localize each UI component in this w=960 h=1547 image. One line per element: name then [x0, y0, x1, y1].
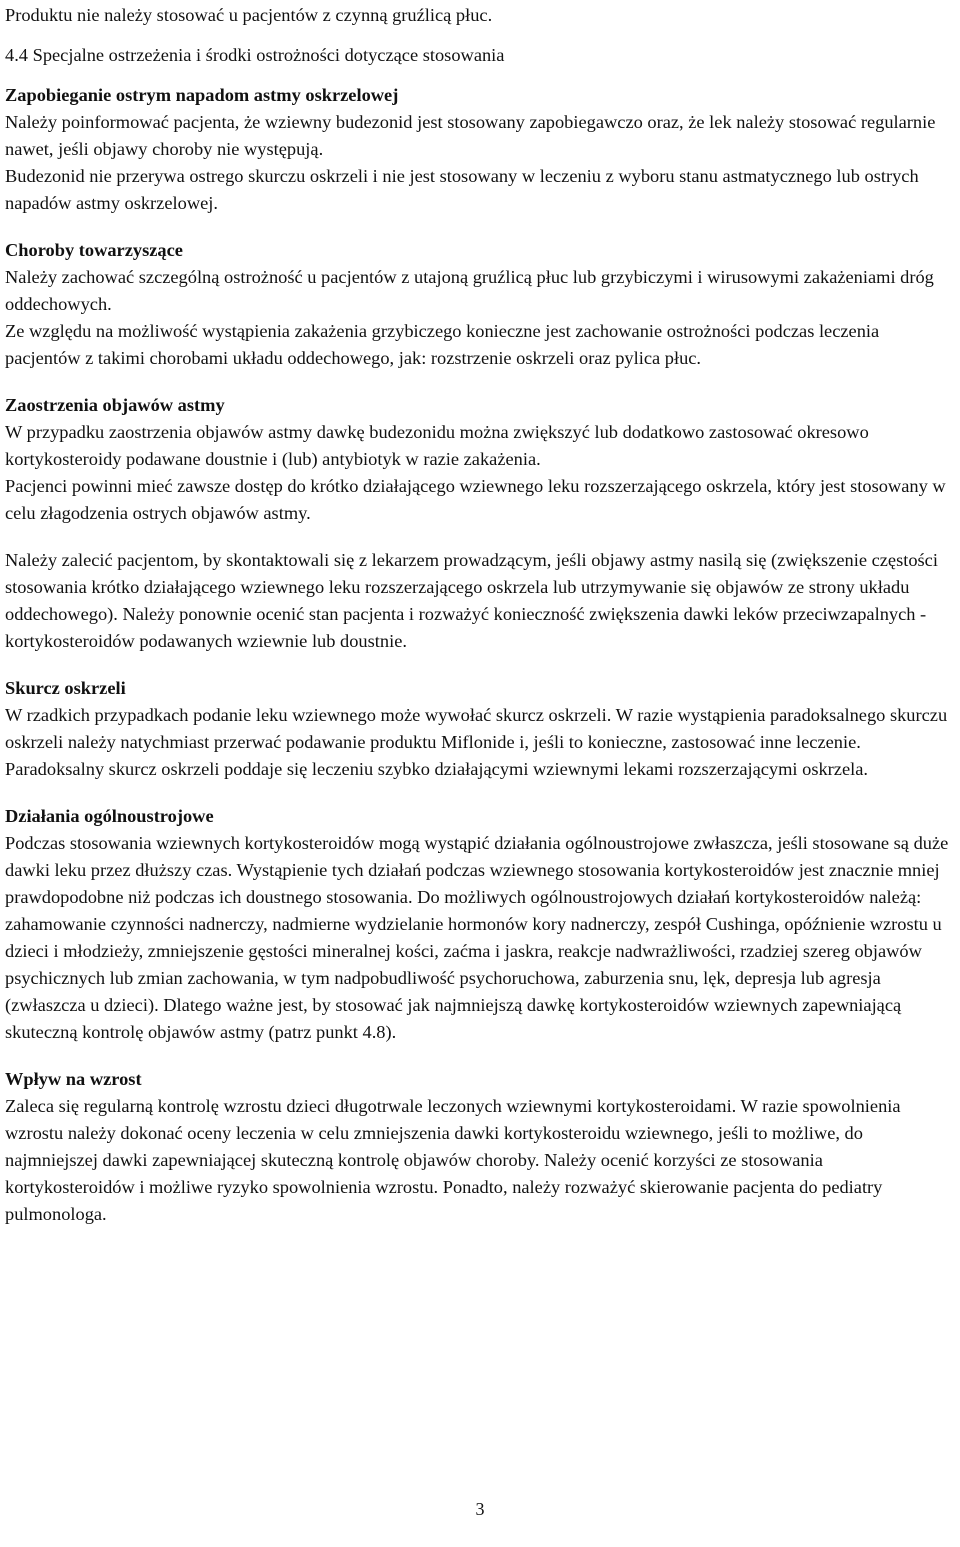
heading-asthma-exacerbation: Zaostrzenia objawów astmy [5, 395, 225, 415]
heading-growth: Wpływ na wzrost [5, 1069, 142, 1089]
heading-systemic-effects: Działania ogólnoustrojowe [5, 806, 214, 826]
paragraph-bronchospasm-1: W rzadkich przypadkach podanie leku wziewnego może wywołać skurcz oskrzeli. W razie wystąpienia paradoksalnego skurczu oskrzeli należy natychmiast przerwać podawanie produktu Miflonide i, jeśli to konieczne, zastosować inne leczenie. Paradoksalny skurcz oskrzeli poddaje się leczeniu szybko działającymi wziewnymi lekami rozszerzającymi oskrzela. [5, 705, 948, 779]
paragraph-systemic-effects-1: Podczas stosowania wziewnych kortykosteroidów mogą wystąpić działania ogólnoustrojowe zwłaszcza, jeśli stosowane są duże dawki leku przez dłuższy czas. Wystąpienie tych działań podczas wziewnego stosowania kortykosteroidów jest znacznie mniej prawdopodobne niż podczas ich doustnego stosowania. Do możliwych ogólnoustrojowych działań kortykosteroidów należą: zahamowanie czynności nadnerczy, nadmierne wydzielanie hormonów kory nadnerczy, zespół Cushinga, opóźnienie wzrostu u dzieci i młodzieży, zmniejszenie gęstości mineralnej kości, zaćma i jaskra, reakcje nadwrażliwości, rzadziej szereg objawów psychicznych lub zmian zachowania, w tym nadpobudliwość psychoruchowa, zaburzenia snu, lęk, depresja lub agresja (zwłaszcza u dzieci). Dlatego ważne jest, by stosować jak najmniejszą dawkę kortykosteroidów wziewnych zapewniającą skuteczną kontrolę objawów astmy (patrz punkt 4.8). [5, 833, 949, 1042]
heading-comorbidities: Choroby towarzyszące [5, 240, 183, 260]
paragraph-asthma-exacerbation-2: Pacjenci powinni mieć zawsze dostęp do krótko działającego wziewnego leku rozszerzającego oskrzela, który jest stosowany w celu złagodzenia ostrych objawów astmy. [5, 476, 946, 523]
paragraph-asthma-exacerbation-1: W przypadku zaostrzenia objawów astmy dawkę budezonidu można zwiększyć lub dodatkowo zastosować okresowo kortykosteroidy podawane doustnie i (lub) antybiotyk w razie zakażenia. [5, 422, 869, 469]
section-title: 4.4 Specjalne ostrzeżenia i środki ostrożności dotyczące stosowania [5, 45, 505, 65]
paragraph-comorbidities-1: Należy zachować szczególną ostrożność u pacjentów z utajoną gruźlicą płuc lub grzybiczymi i wirusowymi zakażeniami dróg oddechowych. [5, 267, 934, 314]
paragraph-comorbidities-2: Ze względu na możliwość wystąpienia zakażenia grzybiczego konieczne jest zachowanie ostrożności podczas leczenia pacjentów z takimi chorobami układu oddechowego, jak: rozstrzenie oskrzeli oraz pylica płuc. [5, 321, 880, 368]
paragraph-asthma-exacerbation-3: Należy zalecić pacjentom, by skontaktowali się z lekarzem prowadzącym, jeśli objawy astmy nasilą się (zwiększenie częstości stosowania krótko działającego wziewnego leku rozszerzającego oskrzela lub utrzymywanie się objawów ze strony układu oddechowego). Należy ponownie ocenić stan pacjenta i rozważyć konieczność zwiększenia dawki leków przeciwzapalnych - kortykosteroidów podawanych wziewnie lub doustnie. [5, 550, 938, 651]
heading-acute-attacks: Zapobieganie ostrym napadom astmy oskrzelowej [5, 85, 399, 105]
paragraph-acute-attacks-1: Należy poinformować pacjenta, że wziewny budezonid jest stosowany zapobiegawczo oraz, że lek należy stosować regularnie nawet, jeśli objawy choroby nie występują. [5, 112, 936, 159]
paragraph-growth-1: Zaleca się regularną kontrolę wzrostu dzieci długotrwale leczonych wziewnymi kortykosteroidami. W razie spowolnienia wzrostu należy dokonać oceny leczenia w celu zmniejszenia dawki kortykosteroidu wziewnego, jeśli to możliwe, do najmniejszej dawki zapewniającej skuteczną kontrolę objawów choroby. Należy ocenić korzyści ze stosowania kortykosteroidów i możliwe ryzyko spowolnienia wzrostu. Ponadto, należy rozważyć skierowanie pacjenta do pediatry pulmonologa. [5, 1096, 901, 1224]
paragraph-acute-attacks-2: Budezonid nie przerywa ostrego skurczu oskrzeli i nie jest stosowany w leczeniu z wyboru stanu astmatycznego lub ostrych napadów astmy oskrzelowej. [5, 166, 919, 213]
page-number: 3 [475, 1499, 485, 1519]
document-page [5, 2, 955, 1228]
top-line: Produktu nie należy stosować u pacjentów z czynną gruźlicą płuc. [5, 5, 493, 25]
heading-bronchospasm: Skurcz oskrzeli [5, 678, 126, 698]
